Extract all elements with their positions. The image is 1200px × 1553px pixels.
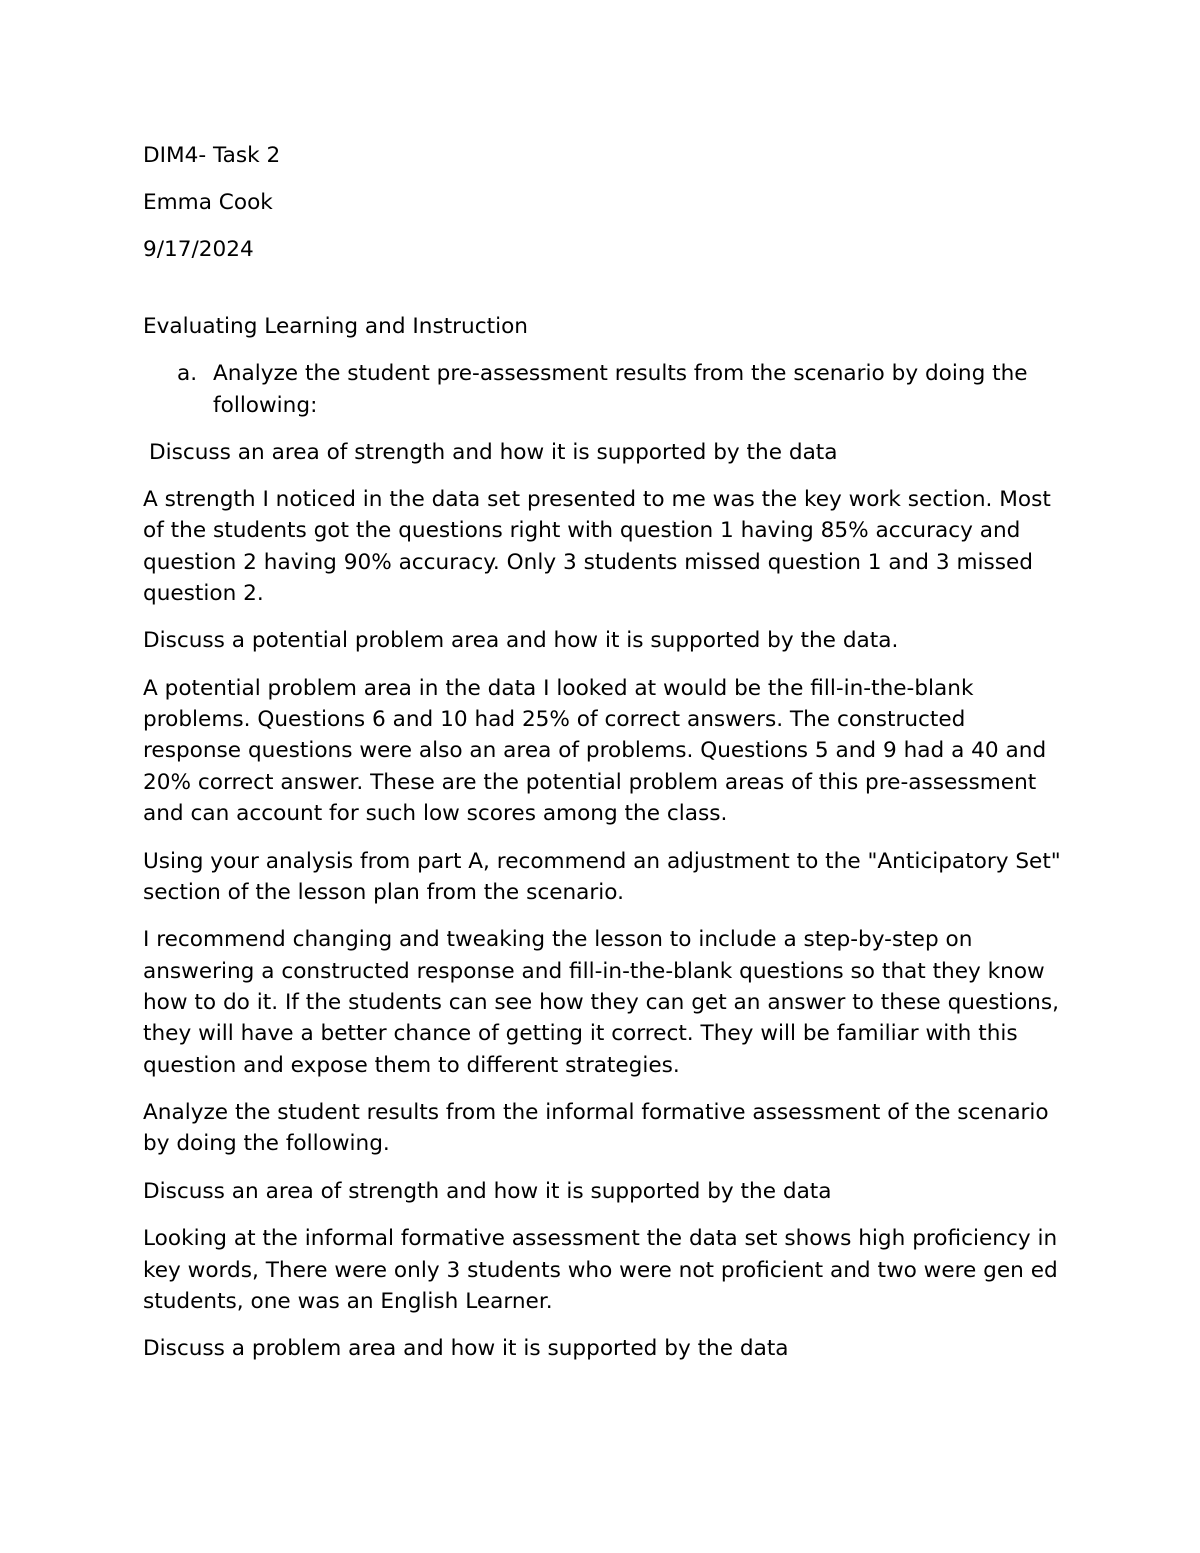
course-line: DIM4- Task 2 [143, 143, 281, 168]
list-item-text: Analyze the student pre-assessment results from the scenario by doing the following: [213, 361, 1028, 418]
prompt-informal-analysis: Analyze the student results from the informal formative assessment of the scenario by doing the following. [143, 1100, 1049, 1157]
document-body [143, 140, 1063, 1381]
date-line: 9/17/2024 [143, 236, 254, 262]
response-anticipatory-set: I recommend changing and tweaking the lesson to include a step-by-step on answering a constructed response and fill-in-the-blank questions so that they know how to do it. If the students can see how they can get an answer to these questions, they will have a better chance of getting it correct. They will be familiar with this question and expose them to different strategies. [143, 927, 1059, 1078]
list-item-a [143, 358, 1063, 421]
response-problem-pre: A potential problem area in the data I looked at would be the fill-in-the-blank problems. Questions 6 and 10 had 25% of correct answers. The constructed response questions were also an area of problems. Questions 5 and 9 had a 40 and 20% correct answer. These are the potential problem areas of this pre-assessment and can account for such low scores among the class. [143, 675, 1047, 827]
prompt-problem-pre: Discuss a potential problem area and how it is supported by the data. [143, 628, 899, 654]
prompt-strength-informal: Discuss an area of strength and how it is supported by the data [143, 1178, 832, 1204]
response-strength-pre: A strength I noticed in the data set presented to me was the key work section. Most of the students got the questions right with question 1 having 85% accuracy and question 2 having 90% accuracy. Only 3 students missed question 1 and 3 missed question 2. [143, 487, 1051, 606]
prompt-strength-pre: Discuss an area of strength and how it is supported by the data [149, 439, 838, 465]
document-title: Evaluating Learning and Instruction [143, 314, 528, 340]
list-marker: a. [177, 361, 198, 387]
prompt-anticipatory-set: Using your analysis from part A, recommend an adjustment to the "Anticipatory Set" section of the lesson plan from the scenario. [143, 848, 1061, 905]
author-line: Emma Cook [143, 189, 273, 215]
response-strength-informal: Looking at the informal formative assessment the data set shows high proficiency in key words, There were only 3 students who were not proficient and two were gen ed students, one was an English Learner. [143, 1226, 1058, 1314]
prompt-problem-informal: Discuss a problem area and how it is supported by the data [143, 1336, 789, 1362]
